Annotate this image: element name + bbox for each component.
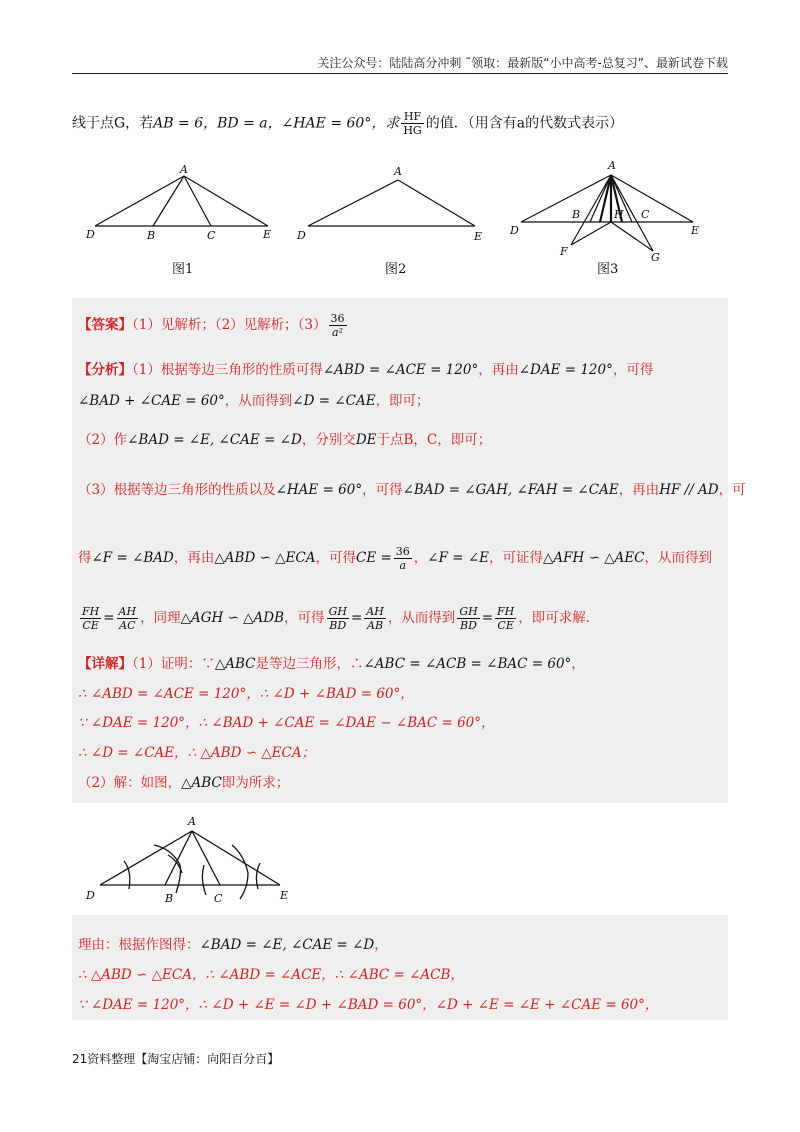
frac-den: AC (119, 619, 136, 632)
frac-num: FH (497, 605, 515, 618)
label-d: D (86, 228, 95, 241)
text: ，分别交 (301, 432, 356, 448)
frac-den: HG (403, 124, 422, 137)
reason-line-3: ∵ ∠DAE = 120°，∴ ∠D + ∠E = ∠D + ∠BAD = 60°，∠D + ∠E = ∠E + ∠CAE = 60°， (78, 997, 659, 1013)
math: ∠BAD = ∠E, ∠CAE = ∠D (199, 937, 375, 953)
question-suffix: 的值．（用含有a的代数式表示） (425, 115, 624, 132)
figure-1 (80, 160, 280, 245)
fraction (394, 545, 412, 572)
label-d: D (86, 889, 95, 902)
frac-num: 36 (395, 545, 410, 558)
question-line (72, 110, 623, 137)
frac-den: a (399, 559, 407, 572)
construction-figure-panel (72, 803, 306, 915)
math: ∠BAD + ∠CAE = 60° (78, 393, 225, 409)
label-c: C (641, 208, 650, 221)
figure-2-caption: 图2 (385, 262, 407, 277)
label-b: B (165, 892, 174, 905)
math: ∠F = ∠E (427, 550, 490, 566)
analysis-line-3 (78, 428, 491, 448)
frac-den: AB (367, 619, 384, 632)
reason-line-1 (78, 933, 388, 953)
detail-line-1 (78, 652, 585, 672)
header-rule (72, 73, 728, 74)
frac-num: FH (82, 605, 100, 618)
text: （1）证明：∵ (132, 656, 215, 672)
text: 理由：根据作图得： (78, 937, 200, 953)
frac-den: CE (497, 619, 514, 632)
detail-line-4: ∴ ∠D = ∠CAE，∴ △ABD ∽ △ECA； (78, 745, 316, 761)
label-h: H (614, 208, 624, 221)
math: ∠DAE = 120° (518, 362, 613, 378)
reason-line-2: ∴ △ABD ∽ △ECA，∴ ∠ABD = ∠ACE，∴ ∠ABC = ∠ACB， (78, 967, 464, 983)
text: 是等边三角形，∴ (255, 656, 364, 672)
figure-3-caption: 图3 (597, 262, 619, 277)
math: ∠BAD = ∠GAH, ∠FAH = ∠CAE (402, 482, 619, 498)
text: 于点B，C，即可； (376, 432, 492, 448)
figure-3 (505, 155, 705, 265)
math: ∠ABC = ∠ACB = ∠BAC = 60° (363, 656, 572, 672)
frac-num: HF (401, 110, 423, 124)
math: △AGH ∽ △ADB (180, 610, 285, 626)
fraction (495, 605, 516, 632)
text: ，可 (718, 482, 746, 498)
math: ∠ABD = ∠ACE = 120° (322, 362, 479, 378)
frac-num: GH (459, 605, 478, 618)
label-c: C (207, 229, 216, 242)
fraction (457, 605, 479, 632)
text: ，即可； (375, 393, 430, 409)
construction-figure (72, 803, 306, 915)
text: ，从而得到 (387, 610, 456, 626)
label-c: C (214, 892, 223, 905)
text: ，可得 (315, 550, 356, 566)
text: （2）解：如图， (78, 775, 182, 791)
math: △AFH ∽ △AEC (543, 550, 645, 566)
label-e: E (280, 889, 289, 902)
text: （3）根据等边三角形的性质以及 (78, 482, 276, 498)
text: ，再由 (478, 362, 519, 378)
label-a: A (394, 165, 402, 178)
text: ， (413, 550, 428, 566)
question-prefix: 线于点G，若 (72, 115, 154, 132)
detail-line-2: ∴ ∠ABD = ∠ACE = 120°，∴ ∠D + ∠BAD = 60°， (78, 686, 414, 702)
analysis-line-1 (78, 358, 653, 378)
analysis-line-2 (78, 389, 430, 409)
answer-text: （1）见解析；（2）见解析；（3） (132, 317, 327, 333)
math: △ABC (214, 656, 256, 672)
math: ∠HAE = 60° (275, 482, 363, 498)
frac-num: AH (118, 605, 137, 618)
label-d: D (297, 229, 306, 242)
frac-num: 36 (330, 312, 345, 325)
text: （1）根据等边三角形的性质可得 (132, 362, 323, 378)
question-fraction (401, 110, 423, 137)
footer-text: 资料整理【淘宝店铺：向阳百分百】 (87, 1052, 280, 1066)
page-footer (72, 1050, 279, 1067)
text: ，同理 (140, 610, 181, 626)
label-e: E (691, 224, 700, 237)
text: 得 (78, 550, 92, 566)
label-f: F (560, 245, 568, 258)
fraction (117, 605, 139, 632)
text: ，再由 (618, 482, 660, 498)
text: ，可得 (362, 482, 403, 498)
question-expr: AB = 6，BD = a，∠HAE = 60°，求 (153, 115, 400, 132)
math: DE (355, 432, 377, 448)
math: = (350, 610, 363, 626)
analysis-tag: 【分析】 (78, 362, 132, 378)
text: ，再由 (173, 550, 215, 566)
frac-den: BD (460, 619, 477, 632)
label-b: B (147, 229, 156, 242)
text: ，可得 (612, 362, 654, 378)
math: = (481, 610, 494, 626)
text: ， (374, 937, 388, 953)
frac-den: a² (332, 326, 344, 339)
frac-den: BD (329, 619, 347, 632)
fraction (327, 605, 349, 632)
text: ， (571, 656, 585, 672)
label-e: E (474, 230, 483, 243)
answer-line (78, 312, 349, 339)
label-a: A (188, 815, 196, 828)
math: ∠F = ∠BAD (91, 550, 174, 566)
detail-line-5 (78, 771, 289, 791)
text: ，从而得到 (644, 550, 713, 566)
label-d: D (510, 224, 519, 237)
math: ∠BAD = ∠E, ∠CAE = ∠D (127, 432, 302, 448)
page-number: 21 (72, 1052, 88, 1066)
label-b: B (572, 208, 581, 221)
detail-line-3: ∵ ∠DAE = 120°，∴ ∠BAD + ∠CAE = ∠DAE − ∠BAC = 60°， (78, 715, 495, 731)
frac-den: CE (82, 619, 99, 632)
text: ，可得 (284, 610, 325, 626)
math: CE = (355, 550, 392, 566)
fraction (364, 605, 386, 632)
analysis-line-6 (78, 605, 599, 632)
label-a: A (608, 159, 616, 172)
analysis-line-4 (78, 478, 746, 498)
text: 即为所求； (221, 775, 290, 791)
text: ，从而得到 (224, 393, 293, 409)
math: HF // AD (659, 482, 719, 498)
text: （2）作 (78, 432, 128, 448)
label-e: E (263, 228, 272, 241)
label-g: G (651, 251, 660, 264)
answer-tag: 【答案】 (78, 317, 132, 333)
text: ，即可求解． (518, 610, 600, 626)
detail-tag: 【详解】 (78, 656, 132, 672)
figure-1-caption: 图1 (172, 262, 194, 277)
math: △ABD ∽ △ECA (214, 550, 316, 566)
figure-2 (290, 160, 490, 245)
math: ∠D = ∠CAE (292, 393, 376, 409)
math: = (103, 610, 115, 626)
frac-num: GH (328, 605, 347, 618)
frac-num: AH (366, 605, 384, 618)
text: ，可证得 (489, 550, 544, 566)
answer-fraction (329, 312, 347, 339)
fraction (80, 605, 101, 632)
label-a: A (180, 163, 188, 176)
analysis-line-5 (78, 545, 712, 572)
page-header: 关注公众号：陆陆高分冲刺 ˜领取：最新版“小中高考-总复习”、最新试卷下载 (317, 56, 728, 70)
math: △ABC (181, 775, 222, 791)
